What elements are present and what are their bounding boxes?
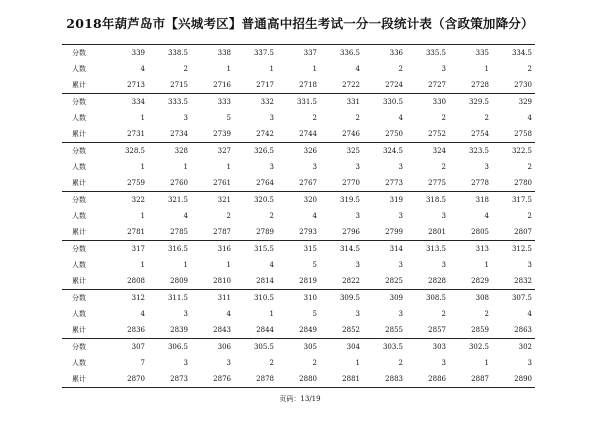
cumulative-cell: 2828 [428, 277, 446, 285]
count-cell: 7 [140, 359, 145, 367]
count-cell: 1 [226, 261, 231, 269]
score-cell: 310.5 [253, 294, 274, 302]
page-title: 2018年葫芦岛市【兴城考区】普通高中招生考试一分一段统计表（含政策加降分） [66, 16, 534, 31]
score-cell: 307 [131, 343, 145, 351]
cumulative-cell: 2859 [471, 326, 489, 334]
count-cell: 3 [355, 212, 360, 220]
count-cell: 4 [398, 114, 403, 122]
score-cell: 331.5 [296, 98, 317, 106]
cumulative-cell: 2810 [213, 277, 231, 285]
cumulative-cell: 2717 [256, 81, 274, 89]
score-row [62, 192, 535, 208]
count-cell: 2 [527, 212, 532, 220]
score-cell: 323.5 [468, 147, 489, 155]
score-cell: 311 [217, 294, 231, 302]
count-cell: 3 [527, 359, 532, 367]
score-cell: 336.5 [339, 49, 360, 57]
count-cell: 4 [312, 212, 317, 220]
cumulative-cell: 2775 [428, 179, 446, 187]
score-cell: 324.5 [382, 147, 403, 155]
cumulative-cell: 2718 [299, 81, 317, 89]
cumulative-cell: 2744 [299, 130, 317, 138]
cumulative-cell: 2870 [127, 375, 145, 383]
score-cell: 330.5 [382, 98, 403, 106]
score-cell: 315.5 [253, 245, 274, 253]
cumulative-cell: 2724 [385, 81, 403, 89]
score-cell: 308 [475, 294, 489, 302]
count-cell: 1 [484, 65, 489, 73]
score-cell: 303 [432, 343, 446, 351]
count-cell: 1 [140, 212, 145, 220]
count-cell: 4 [527, 310, 532, 318]
cumulative-cell: 2808 [127, 277, 145, 285]
count-cell: 3 [527, 261, 532, 269]
score-cell: 318.5 [425, 196, 446, 204]
cumulative-cell: 2863 [514, 326, 532, 334]
cumulative-cell: 2852 [342, 326, 360, 334]
score-cell: 339 [131, 49, 145, 57]
cumulative-cell: 2839 [170, 326, 188, 334]
count-cell: 4 [269, 261, 274, 269]
count-row-label: 人数 [72, 261, 86, 269]
cumulative-cell: 2785 [170, 228, 188, 236]
count-cell: 3 [226, 359, 231, 367]
cumulative-cell: 2890 [514, 375, 532, 383]
cumulative-cell: 2759 [127, 179, 145, 187]
score-cell: 313.5 [425, 245, 446, 253]
score-cell: 329.5 [468, 98, 489, 106]
count-cell: 2 [441, 163, 446, 171]
score-cell: 318 [475, 196, 489, 204]
count-cell: 1 [312, 65, 317, 73]
cumulative-row [62, 175, 535, 191]
score-cell: 331 [346, 98, 360, 106]
score-cell: 306 [217, 343, 231, 351]
cumulative-cell: 2855 [385, 326, 403, 334]
score-row [62, 339, 535, 355]
cumulative-cell: 2752 [428, 130, 446, 138]
cumulative-cell: 2887 [471, 375, 489, 383]
cumulative-cell: 2789 [256, 228, 274, 236]
cumulative-cell: 2728 [471, 81, 489, 89]
cumulative-cell: 2832 [514, 277, 532, 285]
count-cell: 3 [355, 310, 360, 318]
count-cell: 2 [527, 65, 532, 73]
cumulative-cell: 2767 [299, 179, 317, 187]
count-cell: 3 [183, 310, 188, 318]
count-cell: 3 [269, 163, 274, 171]
count-cell: 4 [355, 65, 360, 73]
count-cell: 3 [183, 114, 188, 122]
cumulative-cell: 2727 [428, 81, 446, 89]
count-cell: 4 [140, 310, 145, 318]
cumulative-cell: 2716 [213, 81, 231, 89]
score-cell: 320.5 [253, 196, 274, 204]
count-cell: 1 [140, 114, 145, 122]
cumulative-cell: 2886 [428, 375, 446, 383]
count-cell: 3 [312, 163, 317, 171]
score-row-label: 分数 [72, 147, 86, 155]
count-cell: 2 [269, 359, 274, 367]
score-cell: 315 [303, 245, 317, 253]
count-cell: 1 [183, 163, 188, 171]
score-cell: 321.5 [167, 196, 188, 204]
count-cell: 3 [441, 65, 446, 73]
table-block [62, 142, 535, 191]
count-cell: 3 [355, 163, 360, 171]
count-cell: 2 [226, 212, 231, 220]
cumulative-cell: 2883 [385, 375, 403, 383]
count-cell: 2 [441, 310, 446, 318]
count-cell: 2 [398, 359, 403, 367]
cumulative-cell: 2746 [342, 130, 360, 138]
count-cell: 2 [484, 310, 489, 318]
count-cell: 1 [140, 163, 145, 171]
score-cell: 302 [518, 343, 532, 351]
score-row [62, 45, 535, 61]
cumulative-cell: 2881 [342, 375, 360, 383]
table-block [62, 338, 535, 388]
score-cell: 325 [346, 147, 360, 155]
score-cell: 321 [217, 196, 231, 204]
cumulative-row [62, 224, 535, 240]
count-cell: 3 [398, 212, 403, 220]
cumulative-row-label: 累计 [72, 375, 86, 383]
cumulative-row-label: 累计 [72, 277, 86, 285]
count-cell: 3 [441, 359, 446, 367]
score-cell: 326.5 [253, 147, 274, 155]
cumulative-cell: 2819 [299, 277, 317, 285]
count-row [62, 159, 535, 175]
score-cell: 338 [217, 49, 231, 57]
score-cell: 332 [260, 98, 274, 106]
cumulative-cell: 2873 [170, 375, 188, 383]
count-cell: 4 [183, 212, 188, 220]
score-cell: 317 [131, 245, 145, 253]
count-cell: 1 [183, 261, 188, 269]
count-row [62, 257, 535, 273]
score-cell: 326 [303, 147, 317, 155]
count-cell: 2 [269, 212, 274, 220]
count-cell: 3 [484, 163, 489, 171]
table-block [62, 93, 535, 142]
count-cell: 3 [398, 310, 403, 318]
table-block [62, 240, 535, 289]
cumulative-row-label: 累计 [72, 228, 86, 236]
cumulative-cell: 2836 [127, 326, 145, 334]
table-block [62, 44, 535, 93]
cumulative-cell: 2809 [170, 277, 188, 285]
count-row-label: 人数 [72, 310, 86, 318]
count-cell: 1 [484, 359, 489, 367]
cumulative-row [62, 77, 535, 93]
count-cell: 1 [269, 65, 274, 73]
cumulative-cell: 2761 [213, 179, 231, 187]
score-row-label: 分数 [72, 98, 86, 106]
cumulative-row [62, 322, 535, 338]
count-cell: 2 [355, 114, 360, 122]
cumulative-cell: 2805 [471, 228, 489, 236]
count-cell: 1 [484, 261, 489, 269]
score-row [62, 94, 535, 110]
score-cell: 320 [303, 196, 317, 204]
count-cell: 2 [441, 114, 446, 122]
count-cell: 2 [312, 114, 317, 122]
count-cell: 2 [398, 65, 403, 73]
cumulative-cell: 2829 [471, 277, 489, 285]
count-cell: 3 [398, 163, 403, 171]
cumulative-row [62, 273, 535, 289]
score-cell: 324 [432, 147, 446, 155]
cumulative-row-label: 累计 [72, 81, 86, 89]
count-cell: 3 [441, 261, 446, 269]
score-cell: 308.5 [425, 294, 446, 302]
count-cell: 2 [312, 359, 317, 367]
cumulative-row-label: 累计 [72, 130, 86, 138]
score-cell: 322 [131, 196, 145, 204]
count-row-label: 人数 [72, 359, 86, 367]
cumulative-cell: 2722 [342, 81, 360, 89]
score-row-label: 分数 [72, 49, 86, 57]
count-cell: 5 [312, 261, 317, 269]
cumulative-cell: 2750 [385, 130, 403, 138]
score-cell: 337.5 [253, 49, 274, 57]
cumulative-cell: 2715 [170, 81, 188, 89]
score-cell: 335 [475, 49, 489, 57]
cumulative-cell: 2857 [428, 326, 446, 334]
score-cell: 313 [475, 245, 489, 253]
score-cell: 312.5 [511, 245, 532, 253]
cumulative-cell: 2730 [514, 81, 532, 89]
cumulative-cell: 2849 [299, 326, 317, 334]
count-cell: 4 [484, 212, 489, 220]
cumulative-cell: 2787 [213, 228, 231, 236]
score-cell: 329 [518, 98, 532, 106]
table-block [62, 289, 535, 338]
count-cell: 2 [527, 163, 532, 171]
score-row [62, 241, 535, 257]
cumulative-cell: 2876 [213, 375, 231, 383]
score-cell: 304 [346, 343, 360, 351]
score-row-label: 分数 [72, 245, 86, 253]
score-cell: 314 [389, 245, 403, 253]
cumulative-row [62, 371, 535, 387]
score-cell: 303.5 [382, 343, 403, 351]
cumulative-row [62, 126, 535, 142]
score-row [62, 143, 535, 159]
score-cell: 310 [303, 294, 317, 302]
cumulative-cell: 2799 [385, 228, 403, 236]
count-cell: 3 [441, 212, 446, 220]
score-cell: 319.5 [339, 196, 360, 204]
count-cell: 2 [484, 114, 489, 122]
score-cell: 316.5 [167, 245, 188, 253]
cumulative-cell: 2778 [471, 179, 489, 187]
count-cell: 1 [269, 310, 274, 318]
score-cell: 314.5 [339, 245, 360, 253]
count-cell: 3 [398, 261, 403, 269]
score-cell: 316 [217, 245, 231, 253]
score-cell: 312 [131, 294, 145, 302]
count-row [62, 355, 535, 371]
count-row [62, 61, 535, 77]
score-cell: 337 [303, 49, 317, 57]
score-row-label: 分数 [72, 294, 86, 302]
cumulative-cell: 2754 [471, 130, 489, 138]
score-cell: 305.5 [253, 343, 274, 351]
score-row-label: 分数 [72, 343, 86, 351]
count-cell: 3 [355, 261, 360, 269]
cumulative-cell: 2796 [342, 228, 360, 236]
cumulative-cell: 2843 [213, 326, 231, 334]
score-cell: 311.5 [167, 294, 188, 302]
count-row [62, 110, 535, 126]
count-cell: 4 [226, 310, 231, 318]
score-cell: 305 [303, 343, 317, 351]
count-cell: 1 [140, 261, 145, 269]
cumulative-cell: 2878 [256, 375, 274, 383]
count-cell: 3 [269, 114, 274, 122]
cumulative-cell: 2814 [256, 277, 274, 285]
score-cell: 330 [432, 98, 446, 106]
cumulative-cell: 2713 [127, 81, 145, 89]
count-cell: 2 [183, 65, 188, 73]
cumulative-cell: 2801 [428, 228, 446, 236]
score-cell: 319 [389, 196, 403, 204]
score-cell: 333.5 [167, 98, 188, 106]
count-row-label: 人数 [72, 163, 86, 171]
cumulative-cell: 2780 [514, 179, 532, 187]
score-cell: 328 [174, 147, 188, 155]
table-block [62, 191, 535, 240]
cumulative-cell: 2880 [299, 375, 317, 383]
score-cell: 317.5 [511, 196, 532, 204]
cumulative-cell: 2825 [385, 277, 403, 285]
score-row [62, 290, 535, 306]
score-cell: 333 [217, 98, 231, 106]
cumulative-cell: 2822 [342, 277, 360, 285]
cumulative-row-label: 累计 [72, 179, 86, 187]
cumulative-cell: 2793 [299, 228, 317, 236]
score-cell: 335.5 [425, 49, 446, 57]
cumulative-cell: 2731 [127, 130, 145, 138]
score-cell: 334 [131, 98, 145, 106]
cumulative-cell: 2758 [514, 130, 532, 138]
score-cell: 322.5 [511, 147, 532, 155]
cumulative-cell: 2781 [127, 228, 145, 236]
page-number: 页码：13/19 [279, 395, 321, 403]
score-cell: 307.5 [511, 294, 532, 302]
score-cell: 306.5 [167, 343, 188, 351]
score-cell: 338.5 [167, 49, 188, 57]
count-row-label: 人数 [72, 114, 86, 122]
cumulative-cell: 2770 [342, 179, 360, 187]
cumulative-row-label: 累计 [72, 326, 86, 334]
count-row-label: 人数 [72, 65, 86, 73]
cumulative-cell: 2773 [385, 179, 403, 187]
score-row-label: 分数 [72, 196, 86, 204]
count-row [62, 208, 535, 224]
score-cell: 309.5 [339, 294, 360, 302]
count-cell: 1 [355, 359, 360, 367]
count-cell: 1 [226, 65, 231, 73]
count-cell: 4 [140, 65, 145, 73]
score-cell: 334.5 [511, 49, 532, 57]
cumulative-cell: 2844 [256, 326, 274, 334]
cumulative-cell: 2764 [256, 179, 274, 187]
count-cell: 4 [527, 114, 532, 122]
count-row-label: 人数 [72, 212, 86, 220]
cumulative-cell: 2807 [514, 228, 532, 236]
count-cell: 5 [312, 310, 317, 318]
score-cell: 328.5 [124, 147, 145, 155]
score-cell: 309 [389, 294, 403, 302]
cumulative-cell: 2760 [170, 179, 188, 187]
cumulative-cell: 2734 [170, 130, 188, 138]
score-cell: 336 [389, 49, 403, 57]
count-row [62, 306, 535, 322]
score-cell: 302.5 [468, 343, 489, 351]
count-cell: 5 [226, 114, 231, 122]
count-cell: 3 [183, 359, 188, 367]
score-cell: 327 [217, 147, 231, 155]
score-distribution-table [62, 44, 535, 388]
count-cell: 1 [226, 163, 231, 171]
cumulative-cell: 2739 [213, 130, 231, 138]
cumulative-cell: 2742 [256, 130, 274, 138]
